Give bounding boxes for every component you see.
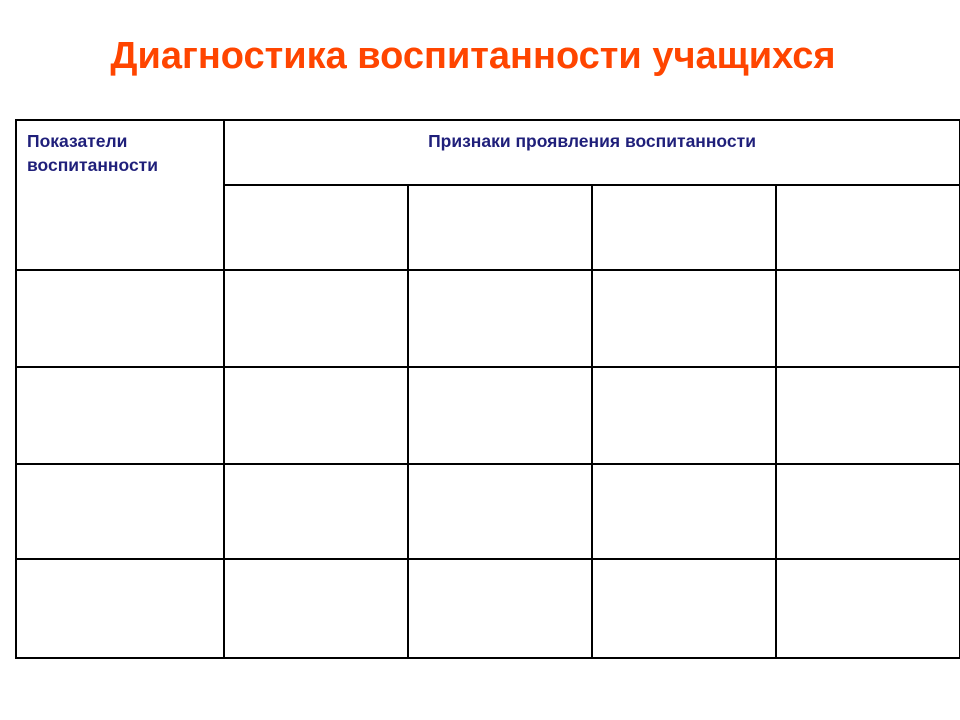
sign-cell [776, 367, 960, 464]
sign-cell [408, 270, 592, 367]
sign-cell [408, 464, 592, 559]
table-row [16, 367, 960, 464]
indicator-cell [16, 559, 224, 658]
indicator-cell [16, 464, 224, 559]
sign-cell [224, 270, 408, 367]
table-row [16, 559, 960, 658]
indicators-header-label: Показатели воспитанности [27, 131, 159, 175]
indicator-cell [16, 367, 224, 464]
sign-cell [408, 559, 592, 658]
sign-cell [224, 367, 408, 464]
sign-cell [592, 464, 776, 559]
sign-cell [592, 270, 776, 367]
sign-subheader-cell [224, 185, 408, 270]
sign-cell [224, 464, 408, 559]
sign-cell [408, 367, 592, 464]
signs-header-label: Признаки проявления воспитанности [428, 131, 756, 151]
signs-header-cell [224, 120, 960, 185]
sign-subheader-cell [592, 185, 776, 270]
diagnostics-table-container [15, 119, 952, 659]
indicators-header-cell [16, 120, 224, 270]
slide-title: Диагностика воспитанности учащихся [110, 35, 836, 77]
sign-cell [592, 367, 776, 464]
table-row [16, 464, 960, 559]
table-header-row [16, 120, 960, 185]
diagnostics-table [15, 119, 960, 659]
sign-cell [592, 559, 776, 658]
sign-cell [224, 559, 408, 658]
sign-subheader-cell [776, 185, 960, 270]
sign-cell [776, 559, 960, 658]
sign-subheader-cell [408, 185, 592, 270]
table-row [16, 270, 960, 367]
indicator-cell [16, 270, 224, 367]
sign-cell [776, 270, 960, 367]
sign-cell [776, 464, 960, 559]
